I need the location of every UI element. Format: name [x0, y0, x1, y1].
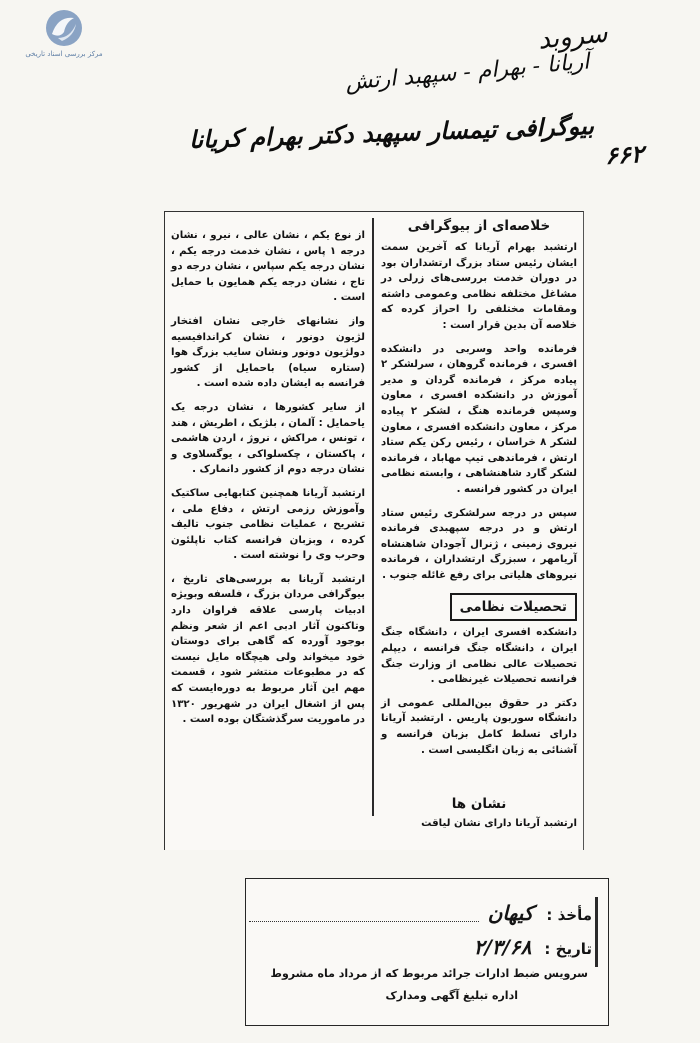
- handwritten-title: بیوگرافی تیمسار سپهبد دکتر بهرام کریانا: [188, 110, 595, 155]
- paragraph: فرمانده واحد وسربی در دانشکده افسری ، فرمانده گروهان ، سرلشکر ۲ پیاده مرکز ، فرمانده گردان و مدیر آموزش در دانشکده افسری ، معاون وسپس فرمانده هنگ ، لشکر ۲ پیاده مرکز ، معاون دانشکده افسری ، معاون لشکر ۸ خراسان ، رئیس رکن یکم ستاد ارتش ، فرماندهی تیپ مهاباد ، فرمانده لشکر گارد شاهنشاهی ، وابسته نظامی ایران در کشور فرانسه .: [381, 343, 577, 495]
- medals-section: [381, 794, 577, 832]
- handwritten-number: ۶۶۲: [604, 139, 645, 170]
- watermark-text: مرکز بررسی اسناد تاریخی: [25, 50, 103, 58]
- stamp-source-label: مأخذ :: [546, 906, 592, 924]
- medals-heading: نشان ها: [451, 796, 507, 812]
- stamp-date-value: ۲/۳/۶۸: [473, 935, 532, 959]
- handwritten-signature: سروبد: [537, 18, 610, 56]
- archive-logo-icon: [44, 8, 84, 48]
- stamp-line-4: اداره تبلیغ آگهی ومدارک: [385, 989, 518, 1002]
- paragraph: ارتشبد بهرام آریانا که آخرین سمت ایشان رئیس ستاد بزرگ ارتشداران بود در دوران خدمت بررسی‌های زرلی در مشاغل مختلفه نظامی وعمومی داشته ومقامات مختلفی را احراز کرده که خلاصه آن بدین قرار است :: [381, 242, 577, 331]
- stamp-source-value: کیهان: [487, 901, 534, 925]
- education-heading: تحصیلات نظامی: [450, 593, 577, 621]
- stamp-line-3: سرویس ضبط ادارات جرائد مربوط که از مرداد ماه مشروط: [270, 967, 588, 980]
- left-column: [171, 228, 365, 736]
- paragraph: ارتشبد آریانا همچنین کتابهایی ساکتیک وآموزش رزمی ارتش ، دفاع ملی ، تشریح ، عملیات نظامی جنوب تالیف کرده ، وبزبان فرانسه کتاب ناپلئون وحرب وی را نوشته است .: [171, 487, 365, 562]
- stamp-source-row: [249, 901, 592, 925]
- archive-watermark: [8, 8, 120, 70]
- paragraph: ارتشبد آریانا به بررسی‌های تاریخ ، بیوگرافی مردان بزرگ ، فلسفه وبویژه ادبیات پارسی علاقه فراوان دارد وتاکنون آثار ادبی اعم از شعر ونظم بوجود آورده که گاهی برای دوستان خود میخواند ولی هیچگاه مایل نیست که در مطبوعات منتشر شود ، قسمت مهم این آثار مربوط به دوره‌ایست که پس از اشغال ایران در شهریور ۱۳۲۰ در ماموریت سرگذشتگان بوده است .: [171, 573, 365, 726]
- paragraph: واز نشانهای خارجی نشان افتخار لژیون دونور ، نشان کراندافیسیه دولژیون دونور ونشان سایب بزرگ هوا (ستاره سیاه) باحمایل از کشور فرانسه به ایشان داده شده است .: [171, 315, 365, 390]
- biography-heading: خلاصه‌ای از بیوگرافی: [407, 218, 551, 234]
- paragraph: دکتر در حقوق بین‌المللی عمومی از دانشگاه سوربون پاریس . ارتشبد آریانا دارای تسلط کامل بزبان فرانسه و آشنائی به زبان انگلیسی است .: [381, 697, 577, 756]
- newspaper-clipping: [164, 211, 584, 850]
- stamp-bar: [595, 897, 598, 967]
- column-divider: [372, 218, 374, 816]
- archive-stamp: [245, 878, 609, 1026]
- paragraph: از سایر کشورها ، نشان درجه یک یاحمایل : آلمان ، بلژیک ، اطریش ، هند ، تونس ، مراکش ، نروژ ، اردن هاشمی ، پاکستان ، چکسلواکی ، یوگسلاوی و نشان درجه دوم از کشور دانمارک .: [171, 401, 365, 476]
- stamp-date-label: تاریخ :: [544, 940, 592, 958]
- handwritten-subject: آریانا - بهرام - سپهبد ارتش: [344, 49, 591, 96]
- paragraph: ارتشبد آریانا دارای نشان لیاقت: [421, 818, 577, 829]
- paragraph: سپس در درجه سرلشکری رئیس ستاد ارتش و در درجه سپهبدی فرمانده نیروی زمینی ، ژنرال آجودان شاهنشاه آریامهر ، سبزرگ ارتشداران ، فرمانده نیروهای هلیاتی برای رفع غائله جنوب .: [381, 507, 577, 581]
- stamp-date-row: [474, 935, 592, 959]
- right-column: [381, 212, 577, 766]
- stamp-dotted-line: [249, 909, 479, 922]
- paragraph: دانشکده افسری ایران ، دانشگاه جنگ ایران ، دانشگاه جنگ فرانسه ، دیپلم تحصیلات عالی نظامی از وزارت جنگ فرانسه تحصیلات غیرنظامی .: [381, 627, 577, 686]
- paragraph: از نوع یکم ، نشان عالی ، نیرو ، نشان درجه ۱ پاس ، نشان خدمت درجه یکم ، نشان درجه یکم سپاس ، نشان درجه دو تاج ، نشان درجه یکم همایون با حمایل است .: [171, 230, 365, 304]
